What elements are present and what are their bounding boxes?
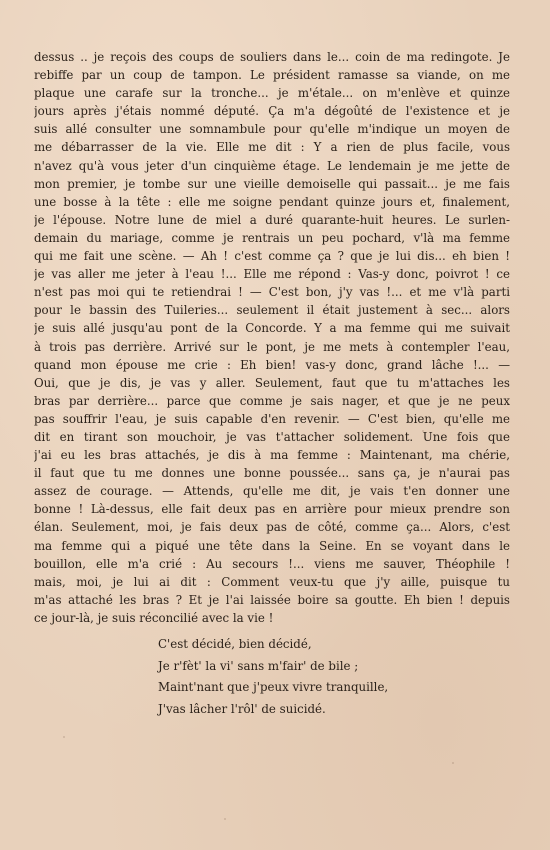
paper-speck — [452, 762, 454, 764]
prose-line: bouillon, elle m'a crié : Au secours !... viens me sauver, Théophile ! — [34, 556, 510, 571]
verse-stanza — [158, 634, 458, 720]
prose-line: élan. Seulement, moi, je fais deux pas de côté, comme ça... Alors, c'est — [34, 520, 510, 535]
prose-line: me débarrasser de la vie. Elle me dit : Y a rien de plus facile, vous — [34, 140, 510, 155]
prose-line: demain du mariage, comme je rentrais un peu pochard, v'là ma femme — [34, 230, 510, 245]
prose-line: suis allé consulter une somnambule pour qu'elle m'indique un moyen de — [34, 122, 510, 137]
paper-speck — [181, 706, 183, 709]
prose-line: n'avez qu'à vous jeter d'un cinquième étage. Le lendemain je me jette de — [34, 158, 510, 173]
paper-speck — [224, 818, 226, 820]
prose-line: je suis allé jusqu'au pont de la Concorde. Y a ma femme qui me suivait — [34, 321, 510, 336]
prose-line-last: ce jour-là, je suis réconcilié avec la vie ! — [34, 610, 274, 625]
paper-speck — [63, 736, 65, 738]
prose-paragraph — [34, 48, 510, 627]
prose-line: mais, moi, je lui ai dit : Comment veux-tu que j'y aille, puisque tu — [34, 574, 510, 589]
paper-speck — [422, 430, 424, 432]
prose-line: j'ai eu les bras attachés, je dis à ma femme : Maintenant, ma chérie, — [34, 448, 510, 463]
verse-line: Maint'nant que j'peux vivre tranquille, — [158, 680, 389, 694]
prose-line: rebiffe par un coup de tampon. Le président ramasse sa viande, on me — [34, 68, 510, 83]
prose-line: il faut que tu me donnes une bonne poussée... sans ça, je n'aurai pas — [34, 466, 510, 481]
prose-line: bonne ! Là-dessus, elle fait deux pas en arrière pour mieux prendre son — [34, 502, 510, 517]
prose-line: pas souffrir l'eau, je suis capable d'en revenir. — C'est bien, qu'elle me — [34, 411, 510, 426]
prose-line: mon premier, je tombe sur une vieille demoiselle qui passait... je me fais — [34, 176, 510, 191]
prose-line: plaque une carafe sur la tronche... je m'étale... on m'enlève et quinze — [34, 86, 510, 101]
verse-line: J'vas lâcher l'rôl' de suicidé. — [158, 701, 326, 716]
prose-line: jours après j'étais nommé député. Ça m'a dégoûté de l'existence et je — [34, 104, 510, 119]
prose-line: assez de courage. — Attends, qu'elle me dit, je vais t'en donner une — [34, 484, 510, 499]
prose-line: qui me fait une scène. — Ah ! c'est comme ça ? que je lui dis... eh bien ! — [34, 249, 510, 264]
prose-line: bras par derrière... parce que comme je sais nager, et que je ne peux — [34, 393, 510, 408]
prose-line: je vas aller me jeter à l'eau !... Elle me répond : Vas-y donc, poivrot ! ce — [34, 267, 510, 282]
prose-line: pour le bassin des Tuileries... seulement il était justement à sec... alors — [34, 303, 510, 318]
prose-line: Oui, que je dis, je vas y aller. Seulement, faut que tu m'attaches les — [34, 375, 510, 390]
prose-line: à trois pas derrière. Arrivé sur le pont, je me mets à contempler l'eau, — [34, 339, 510, 354]
prose-line: ma femme qui a piqué une tête dans la Seine. En se voyant dans le — [34, 538, 510, 553]
prose-line: dit en tirant son mouchoir, je vas t'attacher solidement. Une fois que — [34, 429, 510, 444]
prose-line: dessus .. je reçois des coups de souliers dans le... coin de ma redingote. Je — [34, 50, 510, 64]
prose-line: quand mon épouse me crie : Eh bien! vas-y donc, grand lâche !... — — [34, 357, 510, 372]
verse-line: C'est décidé, bien décidé, — [158, 637, 312, 651]
prose-line: n'est pas moi qui te retiendrai ! — C'est bon, j'y vas !... et me v'là parti — [34, 285, 510, 300]
verse-line: Je r'fèt' la vi' sans m'fair' de bile ; — [158, 658, 359, 673]
prose-line: une bosse à la tête : elle me soigne pendant quinze jours et, finalement, — [34, 194, 510, 209]
prose-line: je l'épouse. Notre lune de miel a duré quarante-huit heures. Le surlen- — [34, 212, 510, 227]
prose-line: m'as attaché les bras ? Et je l'ai laissée boire sa goutte. Eh bien ! depuis — [34, 592, 510, 607]
